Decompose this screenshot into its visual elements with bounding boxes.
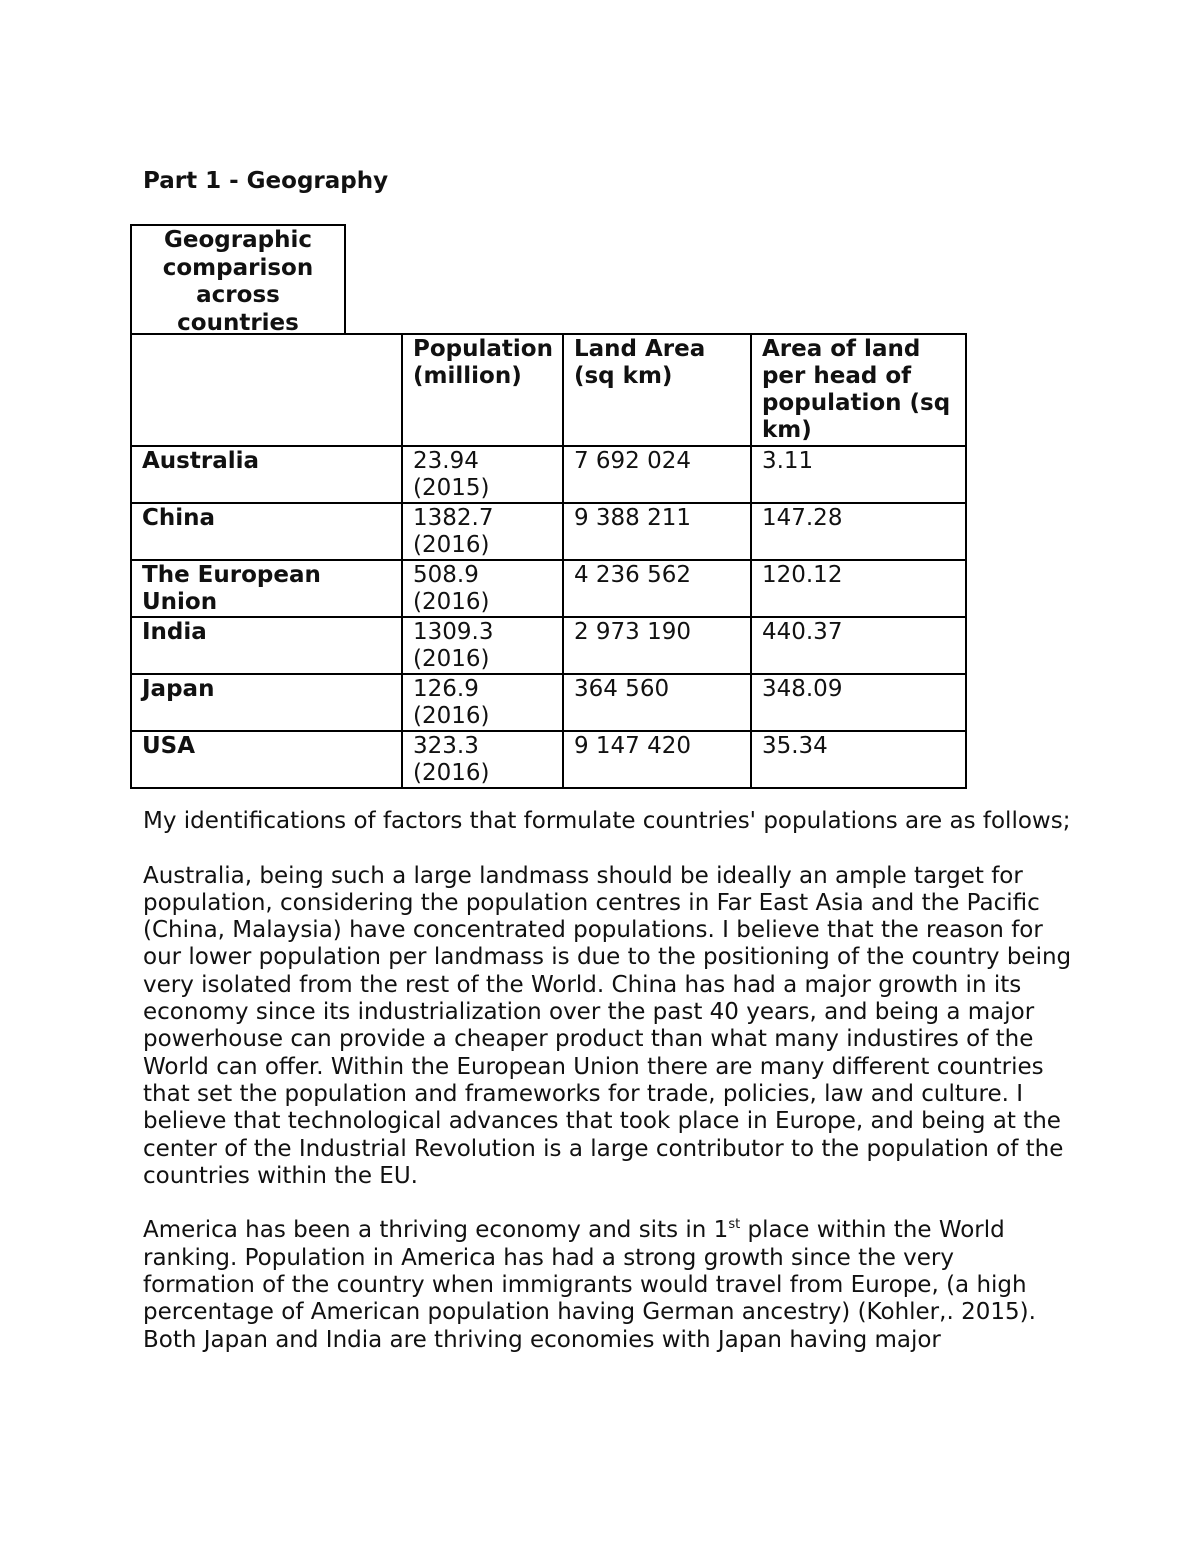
country-cell: India bbox=[131, 617, 402, 674]
header-cell-land-area: Land Area (sq km) bbox=[563, 334, 751, 446]
area-per-head-cell: 120.12 bbox=[751, 560, 966, 617]
area-per-head-cell: 348.09 bbox=[751, 674, 966, 731]
paragraph-australia-china-eu: Australia, being such a large landmass should be ideally an ample target for population, considering the population centres in Far East Asia and the Pacific (China, Malaysia) have concentrated populations. I believe that the reason for our lower population per landmass is due to the positioning of the country being very isolated from the rest of the World. China has had a major growth in its economy since its industrialization over the past 40 years, and being a major powerhouse can provide a cheaper product than what many industires of the World can offer. Within the European Union there are many different countries that set the population and frameworks for trade, policies, law and culture. I believe that technological advances that took place in Europe, and being at the center of the Industrial Revolution is a large contributor to the population of the countries within the EU. bbox=[143, 862, 1072, 1189]
table-row bbox=[131, 503, 966, 560]
land-area-cell: 9 147 420 bbox=[563, 731, 751, 788]
page-title: Part 1 - Geography bbox=[143, 168, 389, 194]
land-area-cell: 364 560 bbox=[563, 674, 751, 731]
paragraph-america-japan-india bbox=[143, 1217, 1073, 1353]
country-cell: USA bbox=[131, 731, 402, 788]
header-cell-population: Population (million) bbox=[402, 334, 563, 446]
population-cell: 323.3 (2016) bbox=[402, 731, 563, 788]
header-cell-area-per-head: Area of land per head of population (sq km) bbox=[751, 334, 966, 446]
land-area-cell: 7 692 024 bbox=[563, 446, 751, 503]
paragraph-text: place within the World ranking. Population in America has had a strong growth since the very formation of the country when immigrants would travel from Europe, (a high percentage of American population having German ancestry) (Kohler,. 2015). Both Japan and India are thriving economies with Japan having major bbox=[143, 1217, 1036, 1353]
population-cell: 1309.3 (2016) bbox=[402, 617, 563, 674]
table-row bbox=[131, 731, 966, 788]
country-cell: Australia bbox=[131, 446, 402, 503]
land-area-cell: 2 973 190 bbox=[563, 617, 751, 674]
population-cell: 508.9 (2016) bbox=[402, 560, 563, 617]
table-row bbox=[131, 674, 966, 731]
geographic-comparison-table bbox=[130, 333, 967, 789]
area-per-head-cell: 3.11 bbox=[751, 446, 966, 503]
ordinal-suffix: st bbox=[728, 1217, 741, 1233]
population-cell: 126.9 (2016) bbox=[402, 674, 563, 731]
area-per-head-cell: 35.34 bbox=[751, 731, 966, 788]
country-cell: China bbox=[131, 503, 402, 560]
intro-paragraph: My identifications of factors that formulate countries' populations are as follows; bbox=[143, 808, 1071, 834]
country-cell: The European Union bbox=[131, 560, 402, 617]
table-header-row bbox=[131, 334, 966, 446]
area-per-head-cell: 147.28 bbox=[751, 503, 966, 560]
table-row bbox=[131, 560, 966, 617]
population-cell: 1382.7 (2016) bbox=[402, 503, 563, 560]
country-cell: Japan bbox=[131, 674, 402, 731]
land-area-cell: 4 236 562 bbox=[563, 560, 751, 617]
area-per-head-cell: 440.37 bbox=[751, 617, 966, 674]
table-row bbox=[131, 446, 966, 503]
table-caption: Geographic comparison across countries bbox=[130, 224, 346, 334]
header-cell-country bbox=[131, 334, 402, 446]
table-row bbox=[131, 617, 966, 674]
land-area-cell: 9 388 211 bbox=[563, 503, 751, 560]
body-text bbox=[143, 808, 1073, 1381]
population-cell: 23.94 (2015) bbox=[402, 446, 563, 503]
paragraph-text: America has been a thriving economy and sits in 1 bbox=[143, 1217, 729, 1244]
